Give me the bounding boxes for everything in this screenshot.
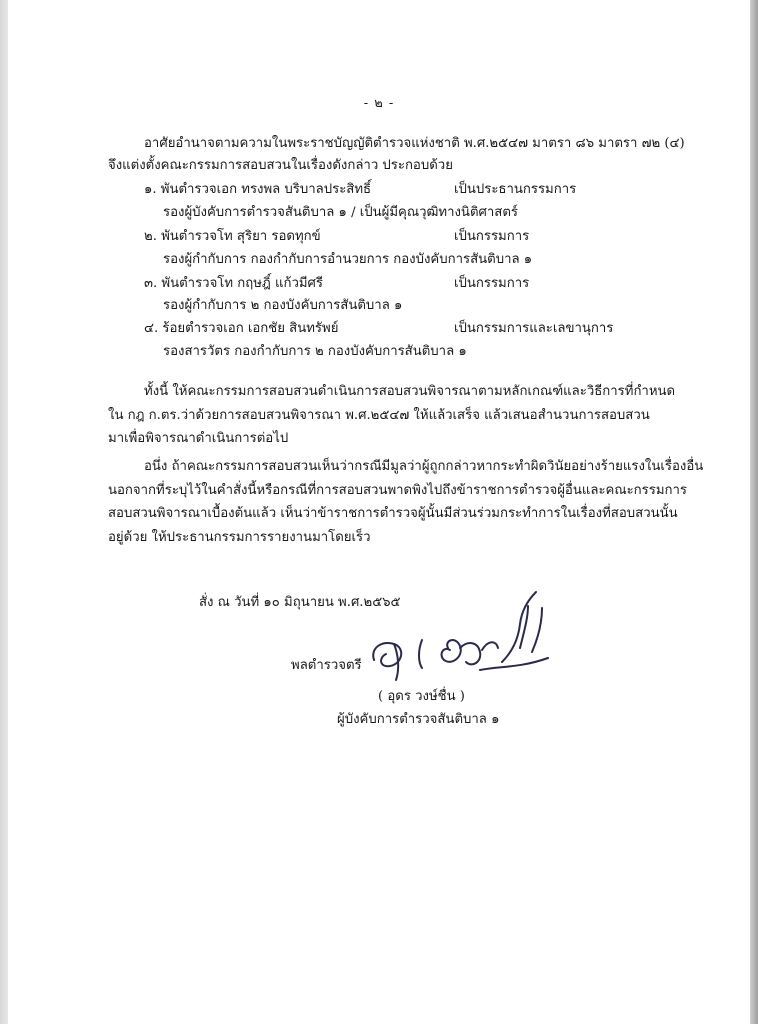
member-3-position: รองผู้กำกับการ ๒ กองบังคับการสันติบาล ๑ [163,298,403,313]
paragraph-3-line-4: อยู่ด้วย ให้ประธานกรรมการรายงานมาโดยเร็ว [108,530,371,545]
order-date: สั่ง ณ วันที่ ๑๐ มิถุนายน พ.ศ.๒๕๖๕ [199,595,401,610]
paragraph-3-line-1: อนึ่ง ถ้าคณะกรรมการสอบสวนเห็นว่ากรณีมีมูลว่าผู้ถูกกล่าวหากระทำผิดวินัยอย่างร้ายแรงในเรื่องอื่น [144,459,704,474]
signer-name: ( อุดร วงษ์ชื่น ) [378,689,465,704]
intro-line-2: จึงแต่งตั้งคณะกรรมการสอบสวนในเรื่องดังกล่าว ประกอบด้วย [108,158,453,173]
signer-rank: พลตำรวจตรี [291,658,362,673]
paragraph-2-line-3: มาเพื่อพิจารณาดำเนินการต่อไป [108,431,289,446]
member-2-role: เป็นกรรมการ [454,229,530,244]
member-2-name: ๒. พันตำรวจโท สุริยา รอดทุกข์ [144,229,321,244]
member-2-position: รองผู้กำกับการ กองกำกับการอำนวยการ กองบังคับการสันติบาล ๑ [163,252,533,267]
member-3-role: เป็นกรรมการ [454,276,530,291]
member-4-role: เป็นกรรมการและเลขานุการ [454,321,614,336]
member-1-role: เป็นประธานกรรมการ [454,182,577,197]
member-4-position: รองสารวัตร กองกำกับการ ๒ กองบังคับการสันติบาล ๑ [163,344,467,359]
paragraph-3-line-2: นอกจากที่ระบุไว้ในคำสั่งนี้หรือกรณีที่การสอบสวนพาดพิงไปถึงข้าราชการตำรวจผู้อื่นและคณะกรรมการ [108,483,687,498]
page-number: - ๒ - [363,96,395,111]
paragraph-2-line-2: ใน กฎ ก.ตร.ว่าด้วยการสอบสวนพิจารณา พ.ศ.๒๕๔๗ ให้แล้วเสร็จ แล้วเสนอสำนวนการสอบสวน [108,408,650,423]
member-1-position: รองผู้บังคับการตำรวจสันติบาล ๑ / เป็นผู้มีคุณวุฒิทางนิติศาสตร์ [163,205,518,220]
signer-title: ผู้บังคับการตำรวจสันติบาล ๑ [337,712,500,727]
paragraph-3-line-3: สอบสวนพิจารณาเบื้องต้นแล้ว เห็นว่าข้าราชการตำรวจผู้นั้นมีส่วนร่วมกระทำการในเรื่องที่สอบสวนนั้น [108,506,678,521]
member-3-name: ๓. พันตำรวจโท กฤษฎิ์ แก้วมีศรี [144,276,324,291]
intro-line-1: อาศัยอำนาจตามความในพระราชบัญญัติตำรวจแห่งชาติ พ.ศ.๒๕๔๗ มาตรา ๘๖ มาตรา ๗๒ (๔) [144,136,685,151]
signature-image [360,588,560,688]
member-4-name: ๔. ร้อยตำรวจเอก เอกชัย สินทรัพย์ [144,321,339,336]
member-1-name: ๑. พันตำรวจเอก ทรงพล บริบาลประสิทธิ์ [144,182,372,197]
paragraph-2-line-1: ทั้งนี้ ให้คณะกรรมการสอบสวนดำเนินการสอบสวนพิจารณาตามหลักเกณฑ์และวิธีการที่กำหนด [144,384,676,399]
page-edge [750,0,758,1024]
